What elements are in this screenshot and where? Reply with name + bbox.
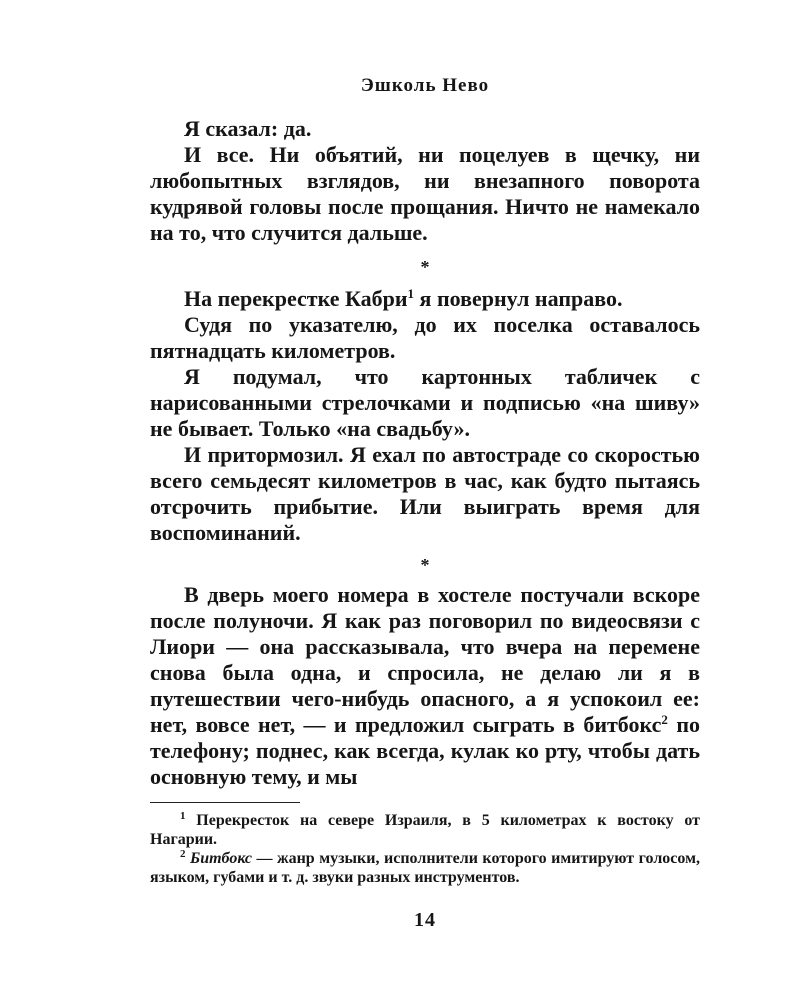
footnote	[150, 811, 700, 849]
paragraph: Я сказал: да.	[184, 116, 312, 141]
footnote-term: Битбокс	[190, 850, 252, 867]
footnote-text: — жанр музыки, исполнители которого имитируют голосом, языком, губами и т. д. звуки разных инструментов.	[150, 850, 701, 886]
paragraph	[150, 582, 700, 790]
paragraph: Судя по указателю, до их поселка оставалось пятнадцать километров.	[150, 312, 700, 363]
footnote-marker: 2	[180, 848, 186, 860]
footnote-rule	[150, 802, 300, 803]
paragraph: И притормозил. Я ехал по автостраде со скоростью всего семьдесят километров в час, как будто пытаясь отсрочить прибытие. Или выиграть время для воспоминаний.	[150, 442, 700, 545]
paragraph-text: В дверь моего номера в хостеле постучали вскоре после полуночи. Я как раз поговорил по видеосвязи с Лиори — она рассказывала, что вчера на перемене снова была одна, и спросила, не делаю ли я в путешествии чего-нибудь опасного, а я успокоил ее: нет, вовсе нет, — и предложил сыграть в битбокс	[150, 582, 700, 737]
paragraph	[150, 286, 700, 312]
page-number: 14	[414, 909, 436, 931]
paragraph-text: На перекрестке Кабри	[184, 286, 408, 311]
footnote-text: Перекресток на севере Израиля, в 5 километрах к востоку от Нагарии.	[150, 812, 700, 848]
running-head: Эшколь Нево	[360, 75, 490, 96]
section-separator: *	[420, 555, 430, 575]
footnote-marker: 1	[180, 810, 186, 822]
footnote	[150, 849, 700, 887]
book-page	[150, 74, 700, 944]
paragraph-text: по телефону; поднес, как всегда, кулак ко рту, чтобы дать основную тему, и мы	[150, 712, 700, 789]
footnote-reference[interactable]: 1	[407, 286, 415, 301]
footnote-reference[interactable]: 2	[661, 712, 668, 727]
section-separator: *	[420, 257, 430, 277]
paragraph-text: я повернул направо.	[414, 286, 623, 311]
paragraph: И все. Ни объятий, ни поцелуев в щечку, ни любопытных взглядов, ни внезапного поворота кудрявой головы после прощания. Ничто не намекало на то, что случится дальше.	[150, 142, 700, 245]
paragraph: Я подумал, что картонных табличек с нарисованными стрелочками и подписью «на шиву» не бывает. Только «на свадьбу».	[150, 364, 700, 441]
